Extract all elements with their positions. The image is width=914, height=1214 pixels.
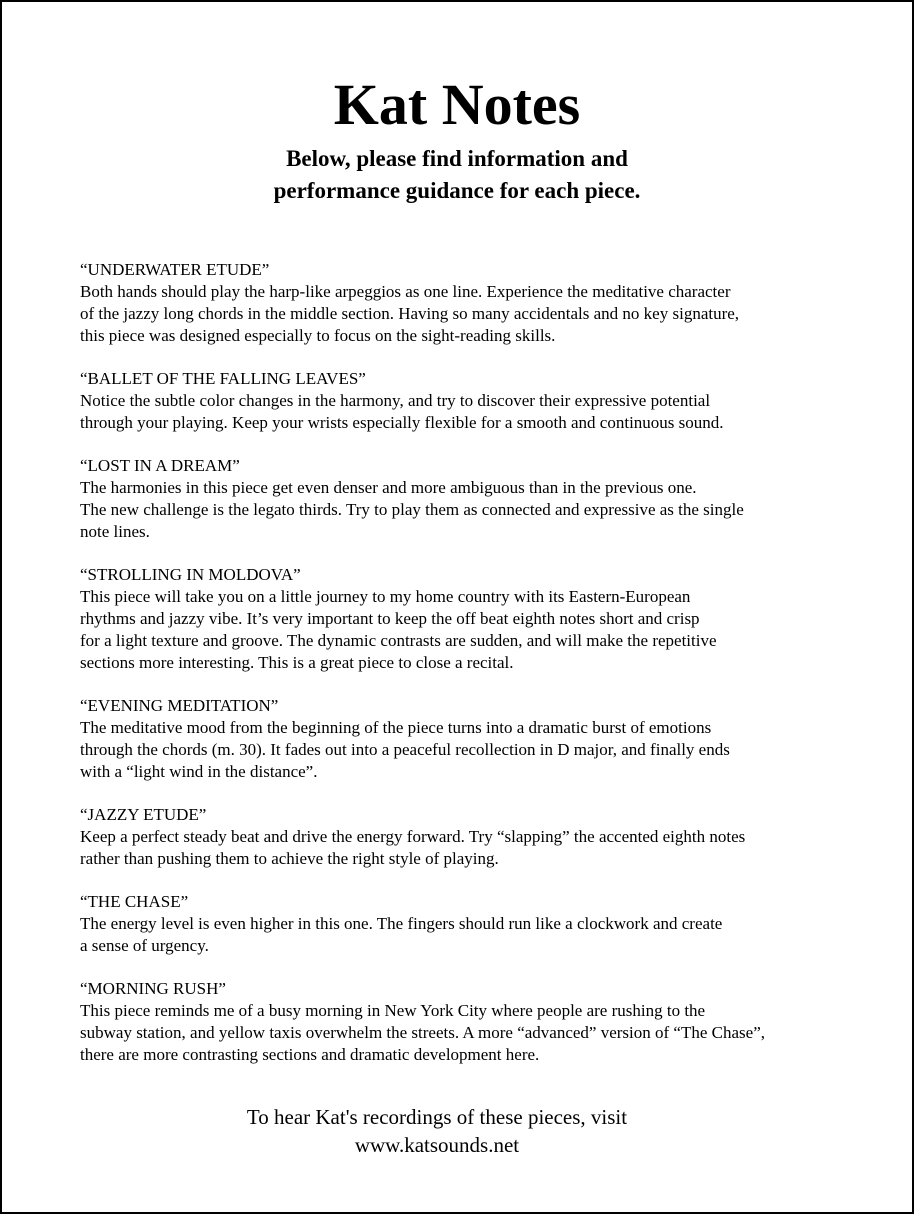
- piece-note-strolling-in-moldova: [80, 564, 870, 674]
- piece-description-line: The new challenge is the legato thirds. Try to play them as connected and expressive as the single: [80, 500, 744, 519]
- subtitle-line: Below, please find information and: [286, 146, 628, 171]
- piece-description-line: The energy level is even higher in this one. The fingers should run like a clockwork and create: [80, 914, 723, 933]
- footer-text: To hear Kat's recordings of these pieces, visit: [246, 1105, 628, 1129]
- page-title: Kat Notes: [333, 72, 581, 137]
- piece-notes-list: [80, 259, 870, 1087]
- piece-description-line: subway station, and yellow taxis overwhelm the streets. A more “advanced” version of “The Chase”,: [80, 1023, 765, 1042]
- piece-description-line: through the chords (m. 30). It fades out into a peaceful recollection in D major, and finally ends: [80, 740, 730, 759]
- piece-title: “LOST IN A DREAM”: [80, 456, 240, 475]
- piece-note-ballet-of-the-falling-leaves: [80, 368, 870, 434]
- piece-description-line: The harmonies in this piece get even denser and more ambiguous than in the previous one.: [80, 478, 697, 497]
- page-subtitle: [2, 143, 912, 207]
- piece-note-evening-meditation: [80, 695, 870, 783]
- piece-title: “EVENING MEDITATION”: [80, 696, 279, 715]
- piece-description-line: there are more contrasting sections and dramatic development here.: [80, 1045, 540, 1064]
- piece-description-line: This piece reminds me of a busy morning in New York City where people are rushing to the: [80, 1001, 706, 1020]
- piece-note-morning-rush: [80, 978, 870, 1066]
- piece-title: “BALLET OF THE FALLING LEAVES”: [80, 369, 366, 388]
- piece-description-line: Keep a perfect steady beat and drive the energy forward. Try “slapping” the accented eighth notes: [80, 827, 746, 846]
- piece-title: “JAZZY ETUDE”: [80, 805, 207, 824]
- piece-note-underwater-etude: [80, 259, 870, 347]
- website-link[interactable]: www.katsounds.net: [354, 1133, 520, 1157]
- piece-title: “UNDERWATER ETUDE”: [80, 260, 270, 279]
- piece-note-lost-in-a-dream: [80, 455, 870, 543]
- piece-title: “THE CHASE”: [80, 892, 189, 911]
- piece-description-line: this piece was designed especially to focus on the sight-reading skills.: [80, 326, 556, 345]
- piece-description-line: of the jazzy long chords in the middle section. Having so many accidentals and no key signature,: [80, 304, 740, 323]
- piece-description-line: sections more interesting. This is a great piece to close a recital.: [80, 653, 514, 672]
- piece-description-line: rhythms and jazzy vibe. It’s very important to keep the off beat eighth notes short and crisp: [80, 609, 700, 628]
- piece-title: “MORNING RUSH”: [80, 979, 226, 998]
- piece-note-jazzy-etude: [80, 804, 870, 870]
- piece-note-the-chase: [80, 891, 870, 957]
- piece-description-line: rather than pushing them to achieve the right style of playing.: [80, 849, 499, 868]
- subtitle-line: performance guidance for each piece.: [273, 178, 641, 203]
- piece-description-line: note lines.: [80, 522, 150, 541]
- piece-description-line: a sense of urgency.: [80, 936, 209, 955]
- piece-description-line: Notice the subtle color changes in the harmony, and try to discover their expressive potential: [80, 391, 711, 410]
- piece-description-line: Both hands should play the harp-like arpeggios as one line. Experience the meditative character: [80, 282, 731, 301]
- piece-description-line: through your playing. Keep your wrists especially flexible for a smooth and continuous sound.: [80, 413, 724, 432]
- piece-description-line: The meditative mood from the beginning of the piece turns into a dramatic burst of emotions: [80, 718, 712, 737]
- piece-description-line: for a light texture and groove. The dynamic contrasts are sudden, and will make the repetitive: [80, 631, 717, 650]
- piece-description-line: This piece will take you on a little journey to my home country with its Eastern-European: [80, 587, 691, 606]
- recordings-footer: [2, 1103, 872, 1159]
- piece-title: “STROLLING IN MOLDOVA”: [80, 565, 301, 584]
- piece-description-line: with a “light wind in the distance”.: [80, 762, 318, 781]
